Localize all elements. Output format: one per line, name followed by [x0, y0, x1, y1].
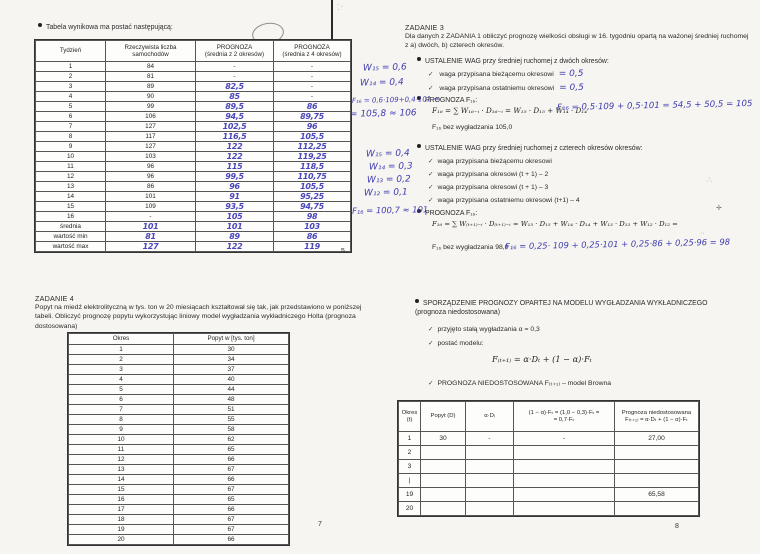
table-row [69, 355, 289, 365]
table-row [36, 212, 351, 222]
table-cell: wartość max [36, 242, 106, 252]
table-cell [615, 474, 699, 488]
brown-table-head [399, 402, 699, 432]
table-cell: - [106, 212, 196, 222]
table-cell: 66 [174, 455, 289, 465]
bullet-icon [415, 299, 419, 303]
table-row [69, 525, 289, 535]
table-cell: 18 [69, 515, 174, 525]
table-row [36, 192, 351, 202]
hw-margin-w13b: W₁₃ = 0,2 [366, 174, 411, 186]
table-cell: 10 [36, 152, 106, 162]
table-cell: 119,25 [274, 152, 351, 162]
hw-formula-f16-b: F₁₆ = 0,25· 109 + 0,25·101 + 0,25·86 + 0,25·96 = 98 [504, 236, 731, 252]
table-cell: 14 [36, 192, 106, 202]
table-cell [466, 446, 514, 460]
table-cell: 101 [106, 222, 196, 232]
wag4-item3: ✓ waga przypisana okresowi (t + 1) – 3 [428, 183, 548, 191]
page5-bullet-line [38, 23, 173, 31]
table-cell: 117 [106, 132, 196, 142]
table-cell: - [274, 82, 351, 92]
table-cell: 86 [274, 102, 351, 112]
table-cell: 16 [36, 212, 106, 222]
table-cell: 122 [196, 142, 274, 152]
table-cell: 82,5 [196, 82, 274, 92]
table-row [69, 375, 289, 385]
pencil-scribble: ⸪ [334, 4, 343, 13]
table-row [36, 132, 351, 142]
table-row [36, 82, 351, 92]
table-cell: 89,5 [196, 102, 274, 112]
table-cell: 34 [174, 355, 289, 365]
table-cell: 110,75 [274, 172, 351, 182]
table-cell: - [274, 72, 351, 82]
table-cell: 8 [69, 415, 174, 425]
table-cell: 5 [36, 102, 106, 112]
section-ustalenie-wag-2 [417, 57, 609, 65]
zadanie4-title: ZADANIE 4 [35, 294, 74, 303]
table-cell: 5 [69, 385, 174, 395]
table-cell: 15 [36, 202, 106, 212]
zadanie4-intro: Popyt na miedź elektrolityczną w tys. ton w 20 miesiącach kształtował się tak, jak przedstawiono w poniższej tabeli. Obliczyć prognozę popytu wykorzystując liniowy model wygładzania wykładniczego Holta (prognoza dostosowana) [35, 304, 362, 330]
page-number-5: 5 [341, 248, 345, 255]
page5-bullet-text: Tabela wynikowa ma postać następującą: [46, 24, 173, 31]
hw-margin-w15b: W₁₅ = 0,4 [365, 148, 410, 160]
table-row [399, 460, 699, 474]
table-row [36, 112, 351, 122]
section-heading: SPORZĄDZENIE PROGNOZY OPARTEJ NA MODELU WYGŁADZANIA WYKŁADNICZEGO (prognoza niedostosowana) [415, 300, 708, 317]
table-row [36, 152, 351, 162]
column-header: (1 − α)·Fₜ = (1,0 − 0,3)·Fₜ = = 0,7·Fₜ [514, 402, 615, 432]
table-cell: 86 [274, 232, 351, 242]
table-cell: 6 [36, 112, 106, 122]
table-cell: 67 [174, 465, 289, 475]
wag4-item4: ✓ waga przypisana ostatniemu okresowi (t+1) – 4 [428, 196, 580, 204]
table-cell: 99 [106, 102, 196, 112]
table-row [36, 41, 351, 62]
table-cell: - [274, 62, 351, 72]
table-cell: 7 [36, 122, 106, 132]
wag2-item2 [428, 83, 584, 93]
table-cell: 96 [106, 172, 196, 182]
column-header: PROGNOZA (średnia z 4 okresów) [274, 41, 351, 62]
table-row [69, 405, 289, 415]
results-table [35, 40, 351, 252]
table-row [69, 455, 289, 465]
table-cell: 66 [174, 475, 289, 485]
table-cell: 2 [399, 446, 421, 460]
model-item: ✓ postać modelu: [428, 339, 484, 347]
column-header: Okres [69, 334, 174, 345]
table-cell: 81 [106, 232, 196, 242]
table-cell: 118,5 [274, 162, 351, 172]
hw-weight-value: = 0,5 [558, 69, 584, 79]
zadanie3-title: ZADANIE 3 [405, 23, 444, 32]
pencil-scribble: ·· [700, 230, 705, 237]
table-cell: 105,5 [274, 182, 351, 192]
section-sporzadzenie [415, 299, 715, 318]
table-cell: 67 [174, 525, 289, 535]
table-row [36, 142, 351, 152]
table-cell: 94,5 [196, 112, 274, 122]
table-cell: 102,5 [196, 122, 274, 132]
item-text: waga przypisana ostatniemu okresowi [439, 85, 555, 92]
column-header: Rzeczywista liczba samochodów [106, 41, 196, 62]
results-table-head [36, 41, 351, 62]
formula-f16-2okresy: F₁₆ = ∑ W₁₆₋ᵢ · D₁₆₋ᵢ = W₁₅ · D₁₅ + W₁₄ · D₁₄ [432, 106, 588, 115]
table-row [69, 485, 289, 495]
table-row [36, 92, 351, 102]
table-cell: 55 [174, 415, 289, 425]
column-header: α·Dᵢ [466, 402, 514, 432]
table-row [69, 385, 289, 395]
table-cell: 19 [399, 488, 421, 502]
table-cell [466, 460, 514, 474]
table-cell [466, 474, 514, 488]
table-cell: 40 [174, 375, 289, 385]
table-row [399, 502, 699, 516]
wag4-item1: ✓ waga przypisana bieżącemu okresowi [428, 157, 552, 165]
table-cell [514, 446, 615, 460]
table-cell: - [274, 92, 351, 102]
table-cell: 3 [36, 82, 106, 92]
table-cell: 3 [399, 460, 421, 474]
table-cell: 105,5 [274, 132, 351, 142]
table-cell: 115 [196, 162, 274, 172]
table-cell: 20 [69, 535, 174, 545]
table-cell: 122 [196, 152, 274, 162]
hw-margin-w12b: W₁₂ = 0,1 [363, 187, 408, 199]
table-cell: 27,00 [615, 432, 699, 446]
table-cell: 94,75 [274, 202, 351, 212]
table-cell: 3 [69, 365, 174, 375]
table-cell: 101 [196, 222, 274, 232]
hw-margin-f16calc-a: F₁₆ = 0,6·109+0,4·101 = [351, 95, 440, 105]
table-row [36, 232, 351, 242]
formula-f16-4okresy: F₁₆ = ∑ W₍ₜ₊₁₎₋ᵢ · D₍ₜ₊₁₎₋ᵢ = W₁₅ · D₁₅ + W₁₄ · D₁₄ + W₁₃ · D₁₃ + W₁₂ · D₁₂ = [432, 220, 678, 228]
table-cell: 101 [106, 192, 196, 202]
table-cell: 65 [174, 495, 289, 505]
table-row [399, 432, 699, 446]
table-row [69, 345, 289, 355]
hw-margin-w14a: W₁₄ = 0,4 [359, 77, 404, 89]
section-heading: PROGNOZA F₁₆: [425, 97, 478, 104]
table-cell: 122 [196, 242, 274, 252]
brown-table-body [399, 432, 699, 516]
hw-margin-w14b: W₁₄ = 0,3 [368, 161, 413, 173]
brown-model-table [398, 401, 699, 516]
f16-note-105: F₁₆ bez wygładzania 105,0 [432, 124, 513, 131]
table-cell: 89 [196, 232, 274, 242]
bullet-icon [417, 57, 421, 61]
section-heading: USTALENIE WAG przy średniej ruchomej z dwóch okresów: [425, 58, 609, 65]
table-cell: 10 [69, 435, 174, 445]
table-cell: - [466, 432, 514, 446]
table-cell [514, 488, 615, 502]
table-cell: 13 [69, 465, 174, 475]
pencil-scribble: ·ʼ· [706, 178, 713, 185]
model-formula: F₍ₜ₊₁₎ = α·Dₜ + (1 − α)·Fₜ [492, 354, 592, 364]
table-cell: 127 [106, 242, 196, 252]
table-cell: 67 [174, 515, 289, 525]
table-cell [615, 446, 699, 460]
table-row [399, 402, 699, 432]
table-cell: 16 [69, 495, 174, 505]
table-cell: 86 [106, 182, 196, 192]
table-row [69, 365, 289, 375]
demand-table [68, 333, 289, 545]
table-cell [421, 460, 466, 474]
table-cell [615, 502, 699, 516]
table-row [36, 72, 351, 82]
table-cell: 96 [106, 162, 196, 172]
table-cell: 17 [69, 505, 174, 515]
bullet-icon [417, 144, 421, 148]
table-cell: 4 [36, 92, 106, 102]
column-header: Popyt w [tys. ton] [174, 334, 289, 345]
table-cell: 62 [174, 435, 289, 445]
table-cell: 103 [274, 222, 351, 232]
table-row [69, 425, 289, 435]
table-cell: 89 [106, 82, 196, 92]
results-table-body [36, 62, 351, 252]
table-cell: 19 [69, 525, 174, 535]
table-cell: 44 [174, 385, 289, 395]
table-cell [514, 502, 615, 516]
table-cell: 12 [36, 172, 106, 182]
table-cell: 1 [69, 345, 174, 355]
table-row [36, 162, 351, 172]
table-cell: 93,5 [196, 202, 274, 212]
table-row [69, 435, 289, 445]
table-cell: 66 [174, 505, 289, 515]
table-cell: 14 [69, 475, 174, 485]
table-cell: 48 [174, 395, 289, 405]
table-cell [421, 502, 466, 516]
table-cell: 58 [174, 425, 289, 435]
table-row [36, 202, 351, 212]
table-cell: 30 [421, 432, 466, 446]
table-cell: 105 [196, 212, 274, 222]
pencil-scribble: ✛ [716, 205, 722, 212]
table-cell: 109 [106, 202, 196, 212]
table-cell: 119 [274, 242, 351, 252]
table-cell: 65 [174, 445, 289, 455]
table-row [399, 474, 699, 488]
table-cell: 30 [174, 345, 289, 355]
table-cell [615, 460, 699, 474]
wag2-item1 [428, 69, 583, 79]
hw-margin-w15a: W₁₅ = 0,6 [362, 62, 407, 74]
table-cell: - [514, 432, 615, 446]
table-row [69, 334, 289, 345]
table-cell: 90 [106, 92, 196, 102]
table-cell [421, 446, 466, 460]
table-cell: średnia [36, 222, 106, 232]
table-cell [421, 474, 466, 488]
table-cell: - [196, 62, 274, 72]
table-cell [514, 474, 615, 488]
bullet-icon [38, 23, 42, 27]
hw-weight-value: = 0,5 [559, 83, 584, 93]
table-cell: 81 [106, 72, 196, 82]
table-cell: 7 [69, 405, 174, 415]
section-heading: USTALENIE WAG przy średniej ruchomej z czterech okresów okresów: [425, 145, 643, 152]
table-cell: 4 [69, 375, 174, 385]
table-cell: 96 [196, 182, 274, 192]
table-cell: 84 [106, 62, 196, 72]
table-row [399, 446, 699, 460]
demand-table-body [69, 345, 289, 545]
table-row [69, 535, 289, 545]
table-cell: 103 [106, 152, 196, 162]
hw-formula-f16-a: F₁₆ = 0,5·109 + 0,5·101 = 54,5 + 50,5 = 105 [556, 98, 753, 114]
table-cell: 9 [36, 142, 106, 152]
table-cell: 66 [174, 535, 289, 545]
table-row [69, 475, 289, 485]
table-row [36, 62, 351, 72]
table-cell: 8 [36, 132, 106, 142]
table-cell: 85 [196, 92, 274, 102]
column-header: Okres (t) [399, 402, 421, 432]
item-text: waga przypisana bieżącemu okresowi [439, 71, 554, 78]
zadanie3-intro: Dla danych z ZADANIA 1 obliczyć prognozę wielkości obsługi w 16. tygodniu opartą na ważonej średniej ruchomej z a) dwóch, b) czterech okresów. [405, 33, 749, 50]
table-cell: 95,25 [274, 192, 351, 202]
table-cell: 13 [36, 182, 106, 192]
table-cell [466, 488, 514, 502]
table-cell: 96 [274, 122, 351, 132]
table-cell: 116,5 [196, 132, 274, 142]
table-cell: 15 [69, 485, 174, 495]
table-row [69, 495, 289, 505]
table-cell: 37 [174, 365, 289, 375]
table-cell [466, 502, 514, 516]
table-cell [421, 488, 466, 502]
table-cell: 12 [69, 455, 174, 465]
table-row [399, 488, 699, 502]
table-cell: 99,5 [196, 172, 274, 182]
column-header: PROGNOZA (średnia z 2 okresów) [196, 41, 274, 62]
table-cell: 2 [36, 72, 106, 82]
table-cell: - [196, 72, 274, 82]
table-row [69, 395, 289, 405]
demand-table-head [69, 334, 289, 345]
section-ustalenie-wag-4 [417, 144, 643, 152]
prognoza-niedostosowana-item: ✓ PROGNOZA NIEDOSTOSOWANA F₍ₜ₊₁₎ – model Browna [428, 379, 611, 387]
section-heading: PROGNOZA F₁₆: [425, 210, 478, 217]
page-number-8: 8 [675, 523, 679, 530]
table-row [69, 465, 289, 475]
table-cell: 11 [69, 445, 174, 455]
table-cell: 2 [69, 355, 174, 365]
table-row [69, 445, 289, 455]
page-number-7: 7 [318, 521, 322, 528]
table-row [36, 242, 351, 252]
table-cell: 51 [174, 405, 289, 415]
f16-note-98: F₁₆ bez wygładzania 98,0 [432, 244, 509, 251]
table-cell: 98 [274, 212, 351, 222]
table-row [36, 222, 351, 232]
table-row [69, 505, 289, 515]
table-cell: 1 [399, 432, 421, 446]
table-cell: 127 [106, 122, 196, 132]
table-cell: 67 [174, 485, 289, 495]
table-cell [514, 460, 615, 474]
table-row [69, 515, 289, 525]
table-cell: 65,58 [615, 488, 699, 502]
wag4-item2: ✓ waga przypisana okresowi (t + 1) – 2 [428, 170, 548, 178]
table-cell: 20 [399, 502, 421, 516]
table-cell: 127 [106, 142, 196, 152]
table-row [36, 122, 351, 132]
alpha-item: ✓ przyjęto stałą wygładzania α = 0,3 [428, 325, 540, 333]
table-cell: 11 [36, 162, 106, 172]
table-cell: 106 [106, 112, 196, 122]
table-row [69, 415, 289, 425]
table-cell: 6 [69, 395, 174, 405]
table-row [36, 182, 351, 192]
column-header: Tydzień [36, 41, 106, 62]
table-cell: 9 [69, 425, 174, 435]
table-cell: 1 [36, 62, 106, 72]
hw-margin-f16result-a: = 105,8 ≈ 106 [349, 108, 417, 120]
table-cell: | [399, 474, 421, 488]
table-row [36, 102, 351, 112]
table-row [36, 172, 351, 182]
table-cell: 112,25 [274, 142, 351, 152]
column-header: Popyt (D) [421, 402, 466, 432]
table-cell: 89,75 [274, 112, 351, 122]
table-cell: wartość min [36, 232, 106, 242]
table-cell: 91 [196, 192, 274, 202]
hw-margin-f16result-b: F₁₆ = 100,7 ≈ 101 [351, 204, 429, 216]
column-header: Prognoza niedostosowana F₍ₜ₊₁₎ = α·Dₜ + (1 − α)·Fₜ [615, 402, 699, 432]
